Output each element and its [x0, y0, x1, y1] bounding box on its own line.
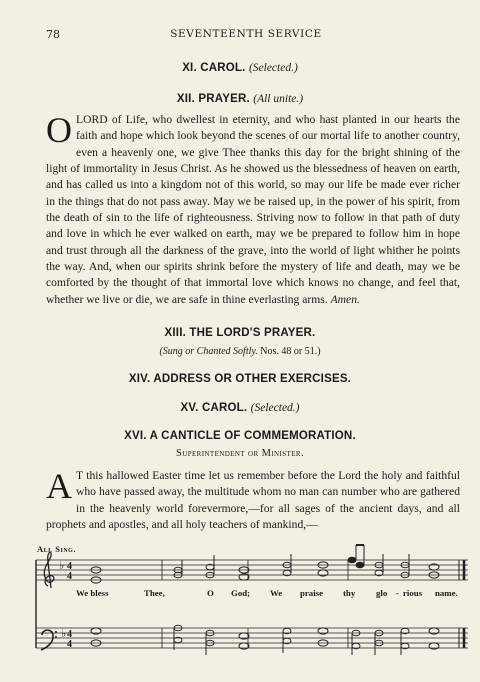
section-heading-xi: [0, 62, 480, 74]
section-number: XV.: [180, 402, 199, 414]
section-direction: (All unite.): [253, 93, 304, 105]
lyric-syllable: Thee,: [144, 588, 165, 598]
time-signature-top: 4: [67, 561, 72, 572]
lyric-syllable: glo: [376, 588, 388, 598]
prayer-paragraph: [46, 112, 460, 308]
section-direction: (Selected.): [248, 62, 298, 74]
direction-numbers: Nos. 48 or 51.): [260, 346, 321, 357]
time-signature-bottom: 4: [67, 639, 72, 650]
section-number: XIV.: [128, 373, 151, 385]
svg-text:♭: ♭: [59, 559, 65, 572]
flat-signs: [59, 559, 66, 640]
lyric-syllable: name.: [435, 588, 458, 598]
music-score: [30, 540, 470, 682]
section-number: XI.: [182, 62, 197, 74]
section-title: CAROL.: [200, 62, 246, 74]
section-title: CAROL.: [201, 402, 248, 414]
running-title: SEVENTEENTH SERVICE: [170, 28, 322, 40]
time-signature-top: 4: [67, 629, 72, 640]
lords-prayer-direction: [0, 346, 480, 357]
lyric-syllable: praise: [300, 588, 323, 598]
lyric-syllable: -: [396, 588, 399, 598]
running-head: [46, 28, 446, 42]
note: [348, 557, 356, 563]
lyric-syllable: rious: [403, 588, 423, 598]
drop-cap: A: [46, 466, 72, 506]
lyric-syllable: thy: [343, 588, 356, 598]
time-signature-bottom: 4: [67, 571, 72, 582]
drop-cap: O: [46, 110, 72, 150]
section-title: A CANTICLE OF COMMEMORATION.: [149, 430, 356, 442]
direction-italic: (Sung or Chanted Softly.: [159, 346, 258, 357]
note: [356, 562, 364, 568]
section-heading-xiii: [0, 327, 480, 339]
section-title: ADDRESS OR OTHER EXERCISES.: [153, 373, 352, 385]
amen: Amen.: [330, 292, 360, 306]
lyric-syllable: O: [207, 588, 214, 598]
section-title: PRAYER.: [198, 93, 250, 105]
time-signatures: [67, 561, 72, 650]
lyric-syllable: God;: [231, 588, 251, 598]
section-heading-xiv: [0, 373, 480, 385]
bass-notes: [91, 625, 439, 655]
section-number: XII.: [176, 93, 195, 105]
section-number: XIII.: [164, 327, 186, 339]
canticle-paragraph: [46, 468, 460, 533]
lyric-syllable: We bless: [76, 588, 109, 598]
canticle-leader: Superintendent or Minister.: [176, 448, 304, 459]
music-staves: [30, 540, 470, 682]
treble-notes: [91, 545, 439, 583]
page-number: 78: [46, 28, 60, 41]
lyric-syllable: We: [270, 588, 283, 598]
canticle-text: T this hallowed Easter time let us remember before the Lord the holy and faithful who have passed away, the multitude whom no man can number who are gathered in the heavenly world forevermore,—for all sages of the ancient days, and all prophets and apostles, and all holy teachers of mankind,—: [46, 469, 460, 532]
section-number: XVI.: [124, 430, 147, 442]
prayer-text: LORD of Life, who dwellest in eternity, and who hast planted in our hearts the faith and hope which look beyond the scenes of our mortal life to another country, even a heavenly one, we give Thee thanks this day for the bright shining of the light of immortality in Jesus Christ. As he showed us the blessedness of heaven on earth, and has called us into a kingdom not of this world, so may our life be made ever richer in the things that do not pass away. May we be raised up, in the power of his spirit, from the death of sin to the life of righteousness. Striving now to follow in that path of duty and love in which he ever walked on earth, may we be prepared to follow him in hope and trust through all the darkness of the grave, into the world of light whither he points the way. And, when our spirits shrink before the mystery of life and death, may we be comforted by the thought of that immortal love which knows no change, and feel that, whether we live or die, we are safe in thine everlasting arms.: [46, 113, 460, 306]
music-direction: All Sing.: [37, 544, 76, 554]
section-heading-xvi: [0, 430, 480, 442]
section-heading-xv: [0, 402, 480, 414]
section-heading-xii: [0, 93, 480, 105]
section-direction: (Selected.): [250, 402, 300, 414]
section-title: THE LORD'S PRAYER.: [189, 327, 316, 339]
svg-text:♭: ♭: [61, 627, 67, 640]
